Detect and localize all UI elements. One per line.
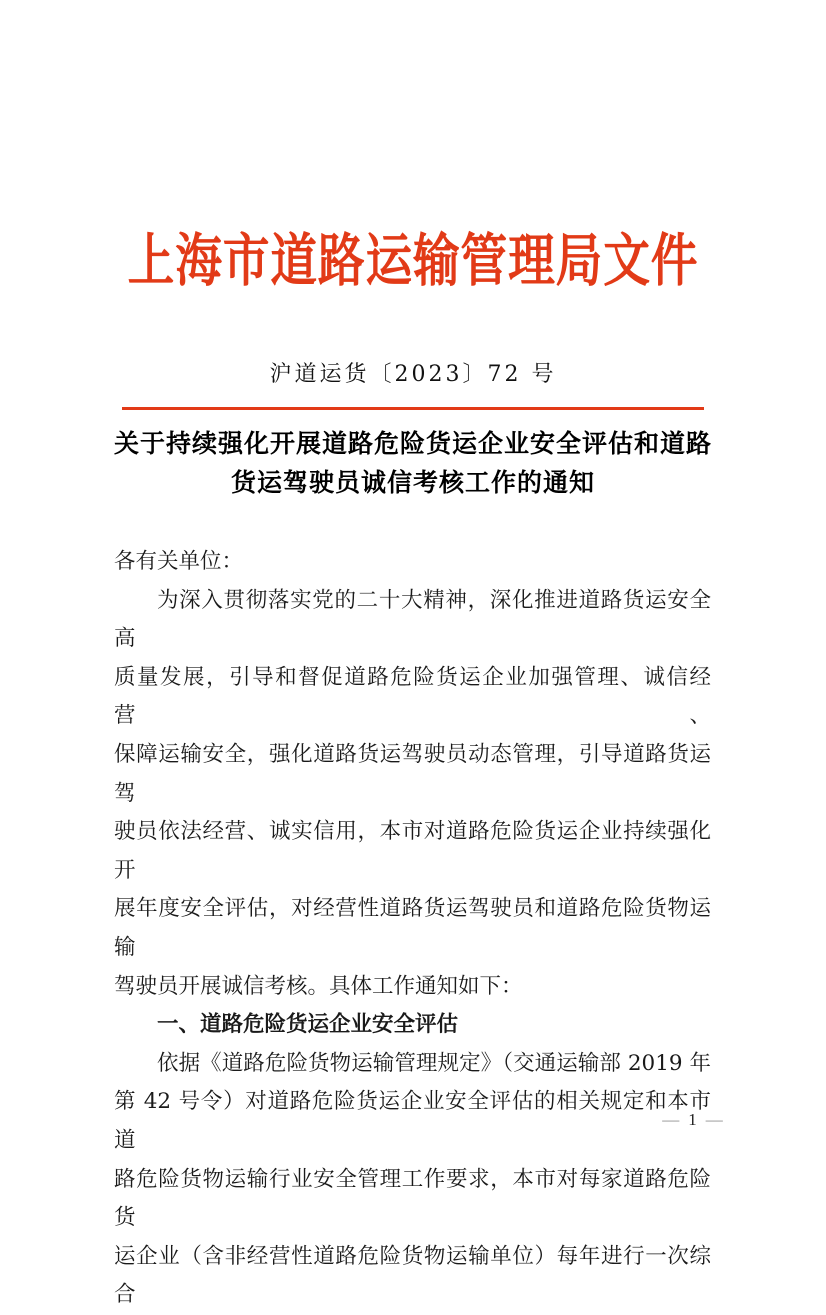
body-line: 驾驶员开展诚信考核。具体工作通知如下： [114, 973, 523, 999]
body-line: 路危险货物运输行业安全管理工作要求，本市对每家道路危险货 [114, 1166, 711, 1231]
doc-number: 沪道运货〔2023〕72 号 [269, 362, 557, 387]
body-line: 展年度安全评估，对经营性道路货运驾驶员和道路危险货物运输 [114, 896, 711, 960]
body-line: 各有关单位： [114, 549, 244, 574]
page-footer [645, 1110, 740, 1130]
page-number-dash-right: — [705, 1110, 723, 1129]
body-line: 驶员依法经营、诚实信用，本市对道路危险货运企业持续强化开 [114, 819, 711, 883]
body-line: 保障运输安全，强化道路货运驾驶员动态管理，引导道路货运驾 [114, 741, 711, 806]
section-heading: 一、道路危险货运企业安全评估 [157, 1012, 459, 1038]
page-number: 1 [688, 1110, 697, 1129]
document-title-line-1: 关于持续强化开展道路危险货运企业安全评估和道路 [113, 429, 712, 458]
document-title-line-2: 货运驾驶员诚信考核工作的通知 [230, 468, 595, 497]
body-line: 第 42 号令）对道路危险货运企业安全评估的相关规定和本市道 [114, 1089, 711, 1153]
body-line: 运企业（含非经营性道路危险货物运输单位）每年进行一次综合 [114, 1243, 711, 1308]
agency-header: 上海市道路运输管理局文件 [127, 227, 699, 294]
page-number-dash-left: — [662, 1110, 680, 1129]
body-line: 依据《道路危险货物运输管理规定》（交通运输部 2019 年 [157, 1050, 711, 1076]
body-line: 质量发展，引导和督促道路危险货运企业加强管理、诚信经营、 [114, 664, 711, 729]
body-text [114, 543, 711, 1315]
red-separator-line [122, 407, 704, 410]
document-title [63, 424, 763, 502]
body-line: 为深入贯彻落实党的二十大精神，深化推进道路货运安全高 [114, 587, 711, 652]
